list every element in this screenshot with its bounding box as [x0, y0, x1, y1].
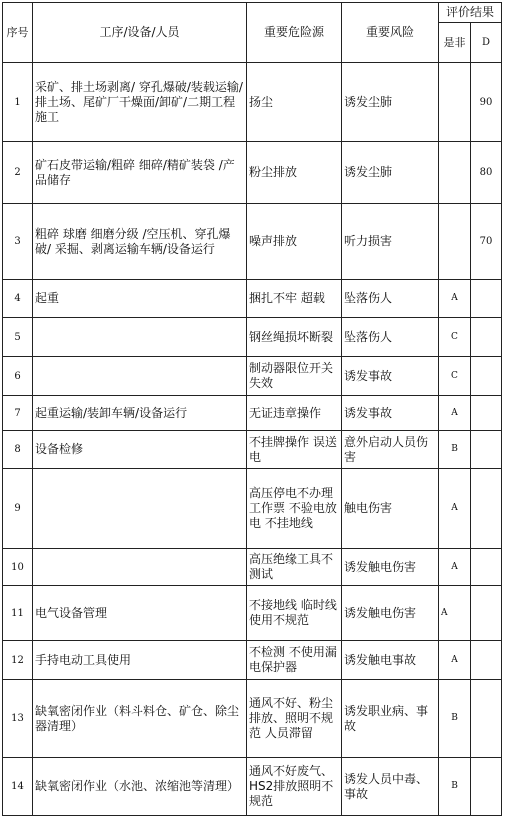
row-d: [471, 280, 502, 318]
table-row: [3, 357, 502, 396]
row-no: 6: [3, 357, 33, 396]
row-risk: 诱发触电伤害: [342, 586, 439, 641]
row-d: [471, 758, 502, 816]
row-d: [471, 641, 502, 680]
table-row: [3, 758, 502, 816]
row-process: [33, 469, 247, 549]
row-hazard: 扬尘: [247, 63, 342, 142]
row-hazard: 钢丝绳损坏断裂: [247, 318, 342, 357]
table-row: [3, 469, 502, 549]
row-yes-no: A: [439, 549, 471, 586]
row-no: 7: [3, 396, 33, 431]
row-risk: 坠落伤人: [342, 318, 439, 357]
row-d: [471, 357, 502, 396]
row-d: [471, 469, 502, 549]
row-hazard: 高压停电不办理工作票 不验电放电 不挂地线: [247, 469, 342, 549]
row-process: 缺氧密闭作业（水池、浓缩池等清理）: [33, 758, 247, 816]
row-d: [471, 549, 502, 586]
row-no: 4: [3, 280, 33, 318]
row-d: [471, 431, 502, 469]
row-hazard: 不接地线 临时线使用不规范: [247, 586, 342, 641]
row-d: [471, 680, 502, 758]
row-yes-no: B: [439, 431, 471, 469]
row-hazard: 通风不好废气、HS2排放照明不规范: [247, 758, 342, 816]
table-row: [3, 549, 502, 586]
risk-evaluation-table: [2, 2, 502, 816]
table-row: [3, 680, 502, 758]
row-no: 5: [3, 318, 33, 357]
header-hazard: 重要危险源: [247, 3, 342, 63]
table-row: [3, 142, 502, 204]
row-risk: 诱发触电伤害: [342, 549, 439, 586]
row-risk: 意外启动人员伤害: [342, 431, 439, 469]
table-row: [3, 396, 502, 431]
row-risk: 诱发人员中毒、事故: [342, 758, 439, 816]
row-yes-no: A: [439, 586, 471, 641]
row-yes-no: A: [439, 396, 471, 431]
row-no: 12: [3, 641, 33, 680]
row-process: [33, 318, 247, 357]
row-no: 3: [3, 204, 33, 280]
row-hazard: 粉尘排放: [247, 142, 342, 204]
header-seq: 序号: [3, 3, 33, 63]
row-hazard: 通风不好、粉尘排放、照明不规范 人员滞留: [247, 680, 342, 758]
row-process: 电气设备管理: [33, 586, 247, 641]
row-no: 9: [3, 469, 33, 549]
row-risk: 诱发职业病、事故: [342, 680, 439, 758]
row-d: 90: [471, 63, 502, 142]
row-yes-no: A: [439, 641, 471, 680]
row-yes-no: B: [439, 758, 471, 816]
row-no: 10: [3, 549, 33, 586]
row-risk: 触电伤害: [342, 469, 439, 549]
header-risk: 重要风险: [342, 3, 439, 63]
table-row: [3, 280, 502, 318]
row-yes-no: [439, 204, 471, 280]
row-risk: 坠落伤人: [342, 280, 439, 318]
row-yes-no: B: [439, 680, 471, 758]
row-yes-no: A: [439, 280, 471, 318]
row-process: 采矿、排土场剥离/ 穿孔爆破/装载运输/ 排土场、尾矿厂干燥面/卸矿/二期工程施工: [33, 63, 247, 142]
row-d: 70: [471, 204, 502, 280]
table-row: [3, 431, 502, 469]
row-yes-no: C: [439, 318, 471, 357]
row-yes-no: A: [439, 469, 471, 549]
row-risk: 诱发触电事故: [342, 641, 439, 680]
row-hazard: 噪声排放: [247, 204, 342, 280]
row-process: 粗碎 球磨 细磨分级 /空压机、穿孔爆破/ 采掘、剥离运输车辆/设备运行: [33, 204, 247, 280]
header-yes-no: 是非: [439, 23, 471, 63]
row-no: 14: [3, 758, 33, 816]
row-risk: 诱发事故: [342, 357, 439, 396]
row-hazard: 高压绝缘工具不测试: [247, 549, 342, 586]
table-row: [3, 586, 502, 641]
row-process: [33, 357, 247, 396]
row-process: [33, 549, 247, 586]
row-no: 1: [3, 63, 33, 142]
header-d: D: [471, 23, 502, 63]
row-d: [471, 586, 502, 641]
row-process: 手持电动工具使用: [33, 641, 247, 680]
row-no: 13: [3, 680, 33, 758]
table-row: [3, 63, 502, 142]
row-risk: 诱发事故: [342, 396, 439, 431]
row-d: [471, 396, 502, 431]
row-hazard: 不检测 不使用漏电保护器: [247, 641, 342, 680]
header-process: 工序/设备/人员: [33, 3, 247, 63]
row-process: 缺氧密闭作业（料斗料仓、矿仓、除尘器清理）: [33, 680, 247, 758]
row-hazard: 不挂牌操作 误送电: [247, 431, 342, 469]
header-row: [3, 3, 502, 23]
row-no: 8: [3, 431, 33, 469]
row-process: 设备检修: [33, 431, 247, 469]
row-yes-no: [439, 63, 471, 142]
row-risk: 听力损害: [342, 204, 439, 280]
row-hazard: 无证违章操作: [247, 396, 342, 431]
row-hazard: 制动器限位开关失效: [247, 357, 342, 396]
row-no: 11: [3, 586, 33, 641]
row-no: 2: [3, 142, 33, 204]
row-yes-no: [439, 142, 471, 204]
row-d: [471, 318, 502, 357]
row-risk: 诱发尘肺: [342, 142, 439, 204]
table-row: [3, 641, 502, 680]
row-process: 起重: [33, 280, 247, 318]
header-eval: 评价结果: [439, 3, 502, 23]
row-hazard: 捆扎不牢 超载: [247, 280, 342, 318]
row-d: 80: [471, 142, 502, 204]
table-row: [3, 318, 502, 357]
row-process: 起重运输/装卸车辆/设备运行: [33, 396, 247, 431]
row-yes-no: C: [439, 357, 471, 396]
table-row: [3, 204, 502, 280]
row-process: 矿石皮带运输/粗碎 细碎/精矿装袋 /产品储存: [33, 142, 247, 204]
row-risk: 诱发尘肺: [342, 63, 439, 142]
